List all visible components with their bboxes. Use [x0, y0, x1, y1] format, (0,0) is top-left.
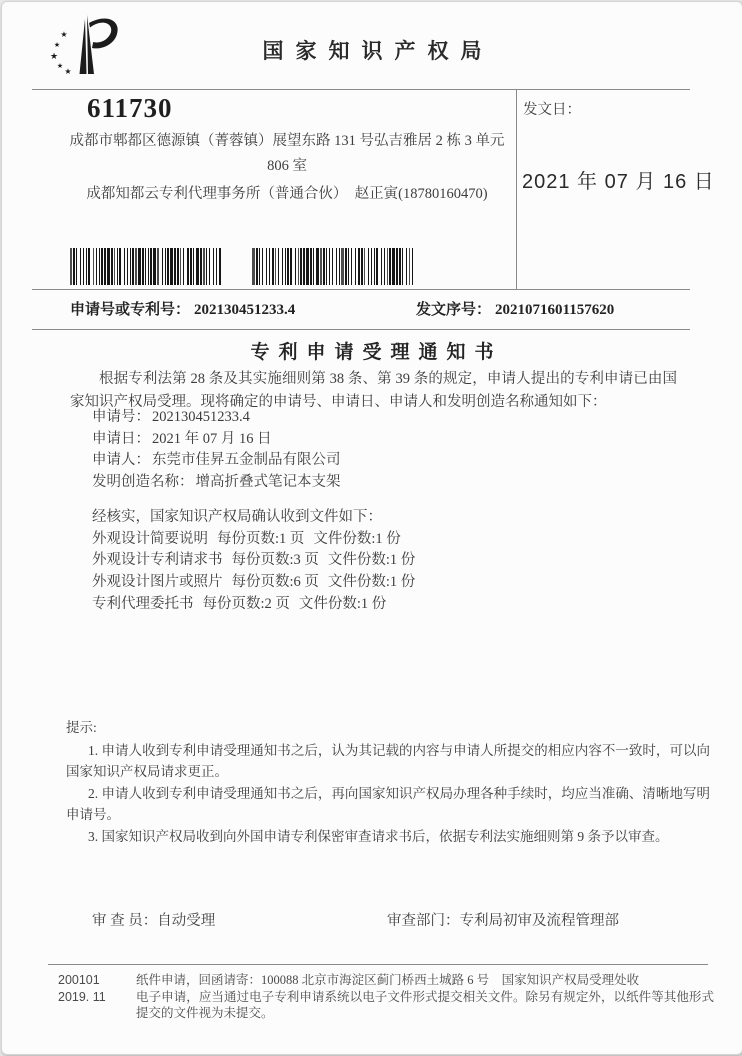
field-row-filing-date — [92, 429, 341, 451]
application-number-row — [70, 298, 295, 319]
footer-text: 纸件申请，回函请寄：100088 北京市海淀区蓟门桥西土城路 6 号 国家知识产权局受理处收 — [136, 973, 640, 987]
dispatch-serial-label: 发文序号： — [416, 302, 492, 318]
field-row-invention-title — [92, 472, 341, 494]
application-number-value: 202130451233.4 — [194, 302, 296, 318]
field-value: 2021 年 07 月 16 日 — [152, 430, 272, 447]
field-value: 东莞市佳昇五金制品有限公司 — [152, 452, 341, 469]
document-pages: 每份页数:1 页 — [217, 530, 305, 547]
document-name: 专利代理委托书 — [92, 595, 194, 612]
document-copies: 文件份数:1 份 — [327, 574, 416, 591]
document-pages: 每份页数:3 页 — [231, 552, 319, 569]
header-divider — [32, 89, 690, 90]
department-label: 审查部门： — [387, 913, 460, 929]
dispatch-date-value: 2021 年 07 月 16 日 — [522, 171, 715, 193]
document-copies: 文件份数:1 份 — [313, 530, 401, 547]
dispatch-date-label: 发文日： — [523, 102, 581, 118]
divider-below-numbers — [32, 329, 690, 330]
recipient-address — [62, 129, 512, 179]
dispatch-serial-row — [416, 298, 614, 319]
application-number-label: 申请号或专利号： — [70, 302, 191, 318]
agency-title: 国家知识产权局 — [262, 39, 494, 63]
divider-above-numbers — [32, 289, 690, 290]
svg-text:★: ★ — [56, 62, 64, 70]
received-documents-block — [92, 507, 415, 616]
footer-divider — [48, 964, 708, 965]
tips-block — [66, 717, 710, 848]
department-row — [387, 909, 619, 930]
document-row — [92, 594, 415, 616]
document-copies: 文件份数:1 份 — [298, 595, 387, 612]
svg-text:★: ★ — [60, 30, 68, 39]
field-row-applicant — [92, 450, 341, 472]
document-pages: 每份页数:2 页 — [202, 595, 290, 612]
tips-heading: 提示: — [66, 720, 97, 735]
document-name: 外观设计简要说明 — [92, 530, 208, 547]
postal-code: 611730 — [87, 93, 173, 123]
notice-title: 专利申请受理通知书 — [250, 342, 503, 363]
agency-and-agent: 成都知都云专利代理事务所（普通合伙） 赵正寅(18780160470) — [86, 186, 488, 202]
footer-code: 200101 — [58, 973, 100, 987]
document-name: 外观设计图片或照片 — [92, 574, 223, 591]
address-line-1: 成都市郫都区德源镇（菁蓉镇）展望东路 131 号弘吉雅居 2 栋 3 单元 — [69, 133, 505, 149]
examiner-value: 自动受理 — [157, 913, 216, 929]
footer-code: 2019. 11 — [58, 989, 106, 1004]
barcode-serial — [252, 248, 433, 285]
tip-item-2: 2. 申请人收到专利申请受理通知书之后，再向国家知识产权局办理各种手续时，均应当准确、清晰地写明申请号。 — [66, 785, 710, 823]
patent-acceptance-notice-page — [1, 1, 742, 1055]
field-label: 申请号： — [92, 409, 150, 425]
department-value: 专利局初审及流程管理部 — [459, 913, 619, 929]
barcode-application — [70, 248, 227, 285]
field-label: 申请人： — [92, 452, 150, 469]
examiner-row — [92, 909, 215, 930]
document-row — [92, 572, 415, 594]
svg-text:★: ★ — [49, 51, 59, 61]
field-label: 发明创造名称： — [92, 474, 194, 491]
document-pages: 每份页数:6 页 — [231, 574, 319, 591]
footer-row-paper — [58, 972, 714, 989]
examiner-label: 审 查 员： — [92, 913, 158, 929]
address-line-2: 806 室 — [267, 158, 307, 174]
recipient-block — [62, 93, 512, 203]
field-value: 增高折叠式笔记本支架 — [195, 474, 341, 491]
dispatch-box-divider — [516, 89, 517, 289]
field-label: 申请日： — [92, 430, 150, 447]
footer-block — [58, 972, 714, 1022]
document-copies: 文件份数:1 份 — [327, 552, 416, 569]
field-value: 202130451233.4 — [152, 409, 250, 425]
tip-item-1: 1. 申请人收到专利申请受理通知书之后，认为其记载的内容与申请人所提交的相应内容不一致时，可以向国家知识产权局请求更正。 — [66, 742, 710, 780]
received-intro: 经核实，国家知识产权局确认收到文件如下： — [92, 509, 382, 525]
svg-text:★: ★ — [64, 67, 72, 76]
footer-row-electronic — [58, 989, 714, 1022]
svg-text:★: ★ — [53, 41, 61, 49]
notice-intro-paragraph: 根据专利法第 28 条及其实施细则第 38 条、第 39 条的规定，申请人提出的专利申请已由国家知识产权局受理。现将确定的申请号、申请日、申请人和发明创造名称通知如下： — [70, 371, 677, 410]
dispatch-serial-value: 2021071601157620 — [495, 302, 615, 318]
tip-item-3: 3. 国家知识产权局收到向外国申请专利保密审查请求书后，依据专利法实施细则第 9 条予以审查。 — [88, 828, 669, 844]
field-row-application-no — [92, 407, 341, 429]
document-name: 外观设计专利请求书 — [92, 552, 223, 569]
document-row — [92, 550, 415, 572]
document-row — [92, 529, 415, 551]
footer-text: 电子申请，应当通过电子专利申请系统以电子文件形式提交相关文件。除另有规定外，以纸件等其他形式提交的文件视为未提交。 — [136, 989, 714, 1020]
application-fields — [92, 407, 341, 494]
